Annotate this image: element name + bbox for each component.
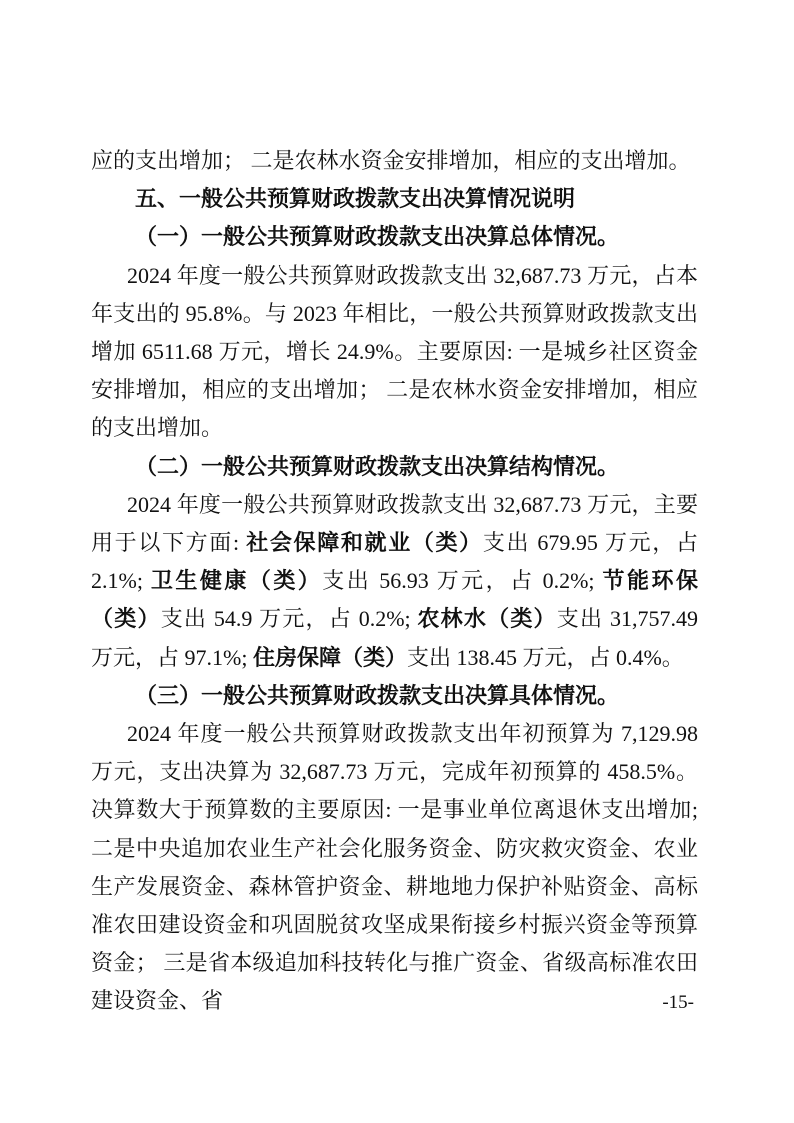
paragraph-continuation: 应的支出增加； 二是农林水资金安排增加，相应的支出增加。 [91, 148, 691, 173]
paragraph-structure-situation [91, 486, 698, 677]
paragraph-text-segment: 支出 138.45 万元，占 0.4%。 [406, 644, 684, 670]
expense-category-name: 农林水（类） [417, 606, 557, 632]
paragraph-overall-situation: 2024 年度一般公共预算财政拨款支出 32,687.73 万元，占本年支出的 95.8%。与 2023 年相比，一般公共预算财政拨款支出增加 6511.68 万元，增长 24.9%。主要原因: 一是城乡社区资金安排增加，相应的支出增加； 二是农林水资金安排增加，相应的支出增加。 [91, 262, 698, 441]
expense-category-name: 住房保障（类） [252, 644, 407, 670]
expense-category-name: 卫生健康（类） [150, 568, 323, 594]
paragraph-text-segment: 支出 56.93 万元，占 0.2%; [322, 568, 603, 594]
subsection-heading-5-2: （二）一般公共预算财政拨款支出决算结构情况。 [135, 453, 620, 479]
paragraph-text-segment: 支出 31,757.49 万元，占 97.1%; [91, 606, 698, 670]
paragraph-text-segment: 支出 54.9 万元，占 0.2%; [160, 606, 418, 632]
document-body [91, 142, 698, 1021]
subsection-heading-5-3: （三）一般公共预算财政拨款支出决算具体情况。 [135, 682, 620, 708]
section-heading-5: 五、一般公共预算财政拨款支出决算情况说明 [135, 186, 576, 212]
paragraph-text-segment: 2024 年度一般公共预算财政拨款支出 32,687.73 万元，主要用于以下方面: [91, 491, 698, 556]
paragraph-text-segment: 支出 679.95 万元，占 2.1%; [91, 530, 698, 594]
subsection-heading-5-1: （一）一般公共预算财政拨款支出决算总体情况。 [135, 224, 620, 250]
expense-category-name: 节能环保（类） [91, 568, 698, 632]
expense-category-name: 社会保障和就业（类） [246, 530, 483, 556]
paragraph-specific-situation: 2024 年度一般公共预算财政拨款支出年初预算为 7,129.98 万元，支出决算为 32,687.73 万元，完成年初预算的 458.5%。决算数大于预算数的主要原因: 一是事业单位离退休支出增加; 二是中央追加农业生产社会化服务资金、防灾救灾资金、农业生产发展资金、森林管护资金、耕地地力保护补贴资金、高标准农田建设资金和巩固脱贫攻坚成果衔接乡村振兴资金等预算资金； 三是省本级追加科技转化与推广资金、省级高标准农田建设资金、省 [91, 721, 698, 1014]
page-number: -15- [662, 992, 694, 1013]
